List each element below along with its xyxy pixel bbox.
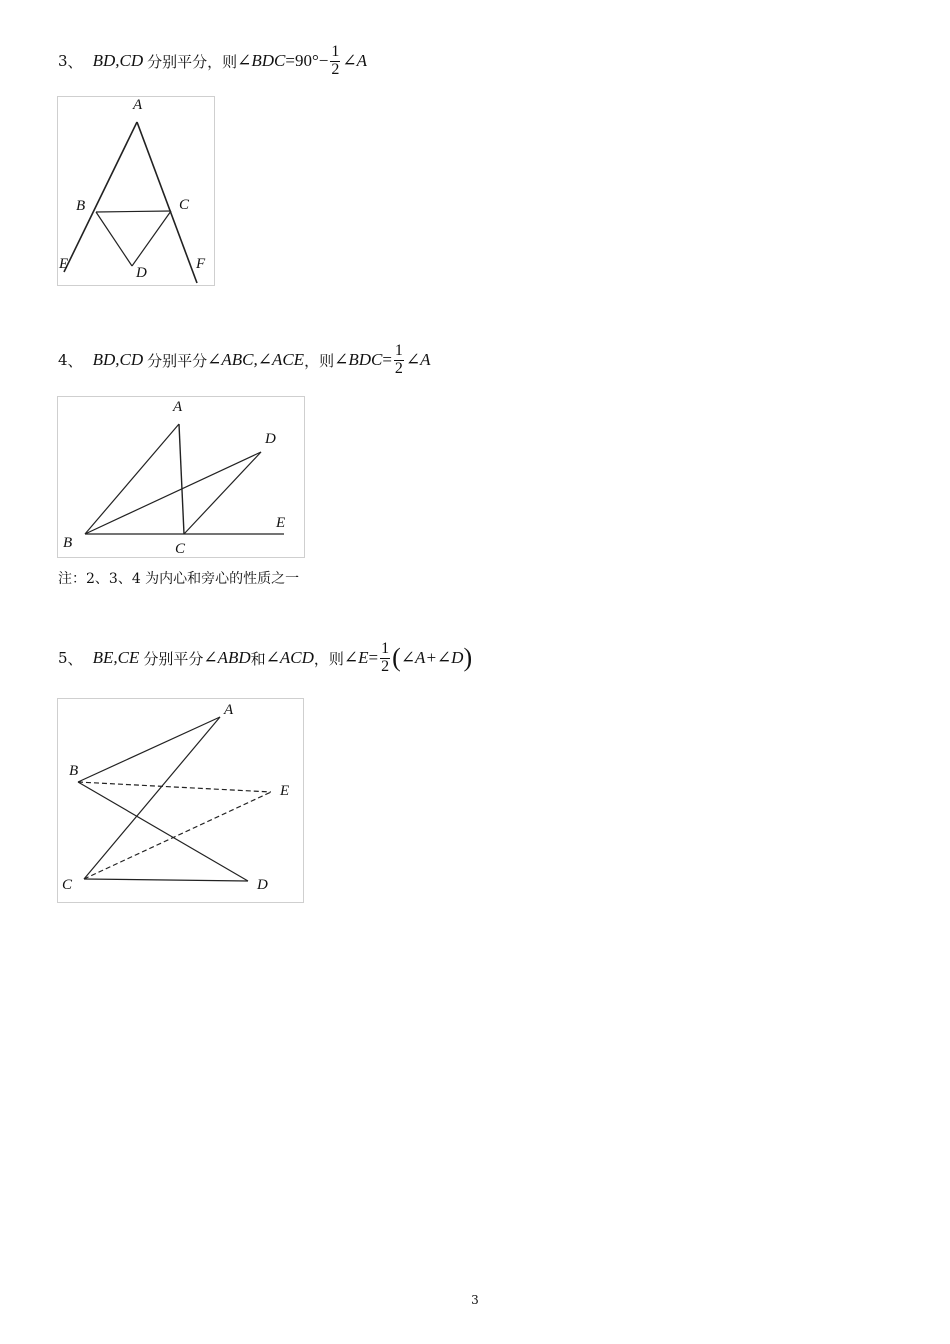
- figure-3-svg: [57, 96, 215, 286]
- item-4-angles: ∠ABC,∠ACE: [207, 350, 305, 370]
- figure-4-label-e: E: [276, 515, 286, 531]
- figure-5-line-BE: [78, 782, 271, 792]
- item-5-eq: =: [368, 648, 379, 668]
- figure-3-label-d: D: [136, 265, 147, 281]
- figure-4: [57, 396, 305, 558]
- figure-4-label-a: A: [173, 399, 183, 415]
- figure-3-label-f: F: [196, 256, 206, 272]
- item-3-fraction: [330, 44, 340, 79]
- figure-3: [57, 96, 215, 286]
- figure-3-label-a: A: [133, 97, 143, 113]
- figure-5-border: [58, 699, 304, 903]
- figure-3-line-BC: [96, 211, 171, 212]
- item-4-sep: 、: [67, 351, 83, 370]
- item-5-text: 分别平分: [143, 649, 204, 668]
- item-4-vars: BD,CD: [92, 350, 144, 370]
- item-5-denominator: 2: [381, 657, 390, 675]
- item-4-comma: ，则: [304, 351, 335, 370]
- item-5-fraction: [380, 641, 390, 676]
- item-5-and: 和: [250, 649, 266, 668]
- item-4-eq: =: [382, 350, 392, 370]
- item-5-statement: [58, 641, 472, 676]
- figure-4-line-CD: [184, 452, 261, 534]
- item-4-angle: ∠BDC: [334, 350, 383, 370]
- figure-5-line-CE: [84, 792, 271, 879]
- item-3-vars: BD,CD: [92, 51, 144, 71]
- item-3-statement: [58, 44, 367, 79]
- figure-4-label-d: D: [265, 431, 276, 447]
- item-5-inner: ∠A+∠D: [400, 648, 464, 668]
- note-text: 注：2、3、4 为内心和旁心的性质之一: [58, 571, 300, 587]
- item-5-angle1: ∠ABD: [203, 648, 251, 668]
- figure-4-line-AC: [179, 424, 184, 534]
- item-3-eq: =90°−: [285, 51, 329, 71]
- item-3-angle: ∠BDC: [237, 51, 286, 71]
- figure-4-svg: [57, 396, 305, 558]
- figure-4-line-BD: [85, 452, 261, 534]
- item-3-numerator: 1: [331, 43, 340, 60]
- figure-5-label-a: A: [224, 702, 234, 718]
- figure-4-line-AB: [85, 424, 179, 534]
- figure-4-label-b: B: [63, 535, 73, 551]
- figure-3-label-b: B: [76, 198, 86, 214]
- figure-5-line-CD: [84, 879, 248, 881]
- figure-4-label-c: C: [175, 541, 186, 557]
- item-4-number: 4: [58, 351, 68, 370]
- item-4-denominator: 2: [394, 359, 403, 377]
- figure-3-label-c: C: [179, 197, 190, 213]
- item-4-fraction: [394, 343, 404, 378]
- item-3-sep: 、: [67, 52, 83, 71]
- item-4-tail: ∠A: [405, 350, 431, 370]
- item-5-vars: BE,CE: [92, 648, 140, 668]
- item-4-numerator: 1: [394, 342, 403, 359]
- page-number: 3: [471, 1293, 479, 1307]
- item-5-lparen: (: [392, 643, 401, 673]
- figure-3-line-CD: [132, 211, 171, 266]
- item-5-angle: ∠E: [343, 648, 369, 668]
- figure-5-svg: [57, 698, 304, 903]
- item-5-rparen: ): [463, 643, 473, 673]
- item-3-denominator: 2: [331, 60, 340, 78]
- item-5-comma: ，则: [313, 649, 344, 668]
- figure-5-label-c: C: [62, 877, 73, 893]
- figure-3-label-e: E: [59, 256, 69, 272]
- figure-5-line-AB: [78, 717, 220, 782]
- figure-5-label-e: E: [280, 783, 290, 799]
- figure-5-label-d: D: [257, 877, 268, 893]
- figure-3-line-BD: [96, 212, 132, 266]
- item-3-number: 3: [58, 52, 68, 71]
- item-3-tail: ∠A: [342, 51, 367, 71]
- item-4-statement: [58, 343, 431, 378]
- item-5-angle2: ∠ACD: [265, 648, 314, 668]
- item-5-numerator: 1: [381, 640, 390, 657]
- figure-5: [57, 698, 304, 903]
- figure-5-label-b: B: [69, 763, 79, 779]
- item-5-number: 5: [58, 649, 68, 668]
- item-5-sep: 、: [67, 649, 83, 668]
- item-4-text: 分别平分: [147, 351, 208, 370]
- item-3-text: 分别平分，则: [147, 52, 238, 71]
- figure-5-line-BD: [78, 782, 248, 881]
- figure-3-line-AE: [64, 122, 137, 272]
